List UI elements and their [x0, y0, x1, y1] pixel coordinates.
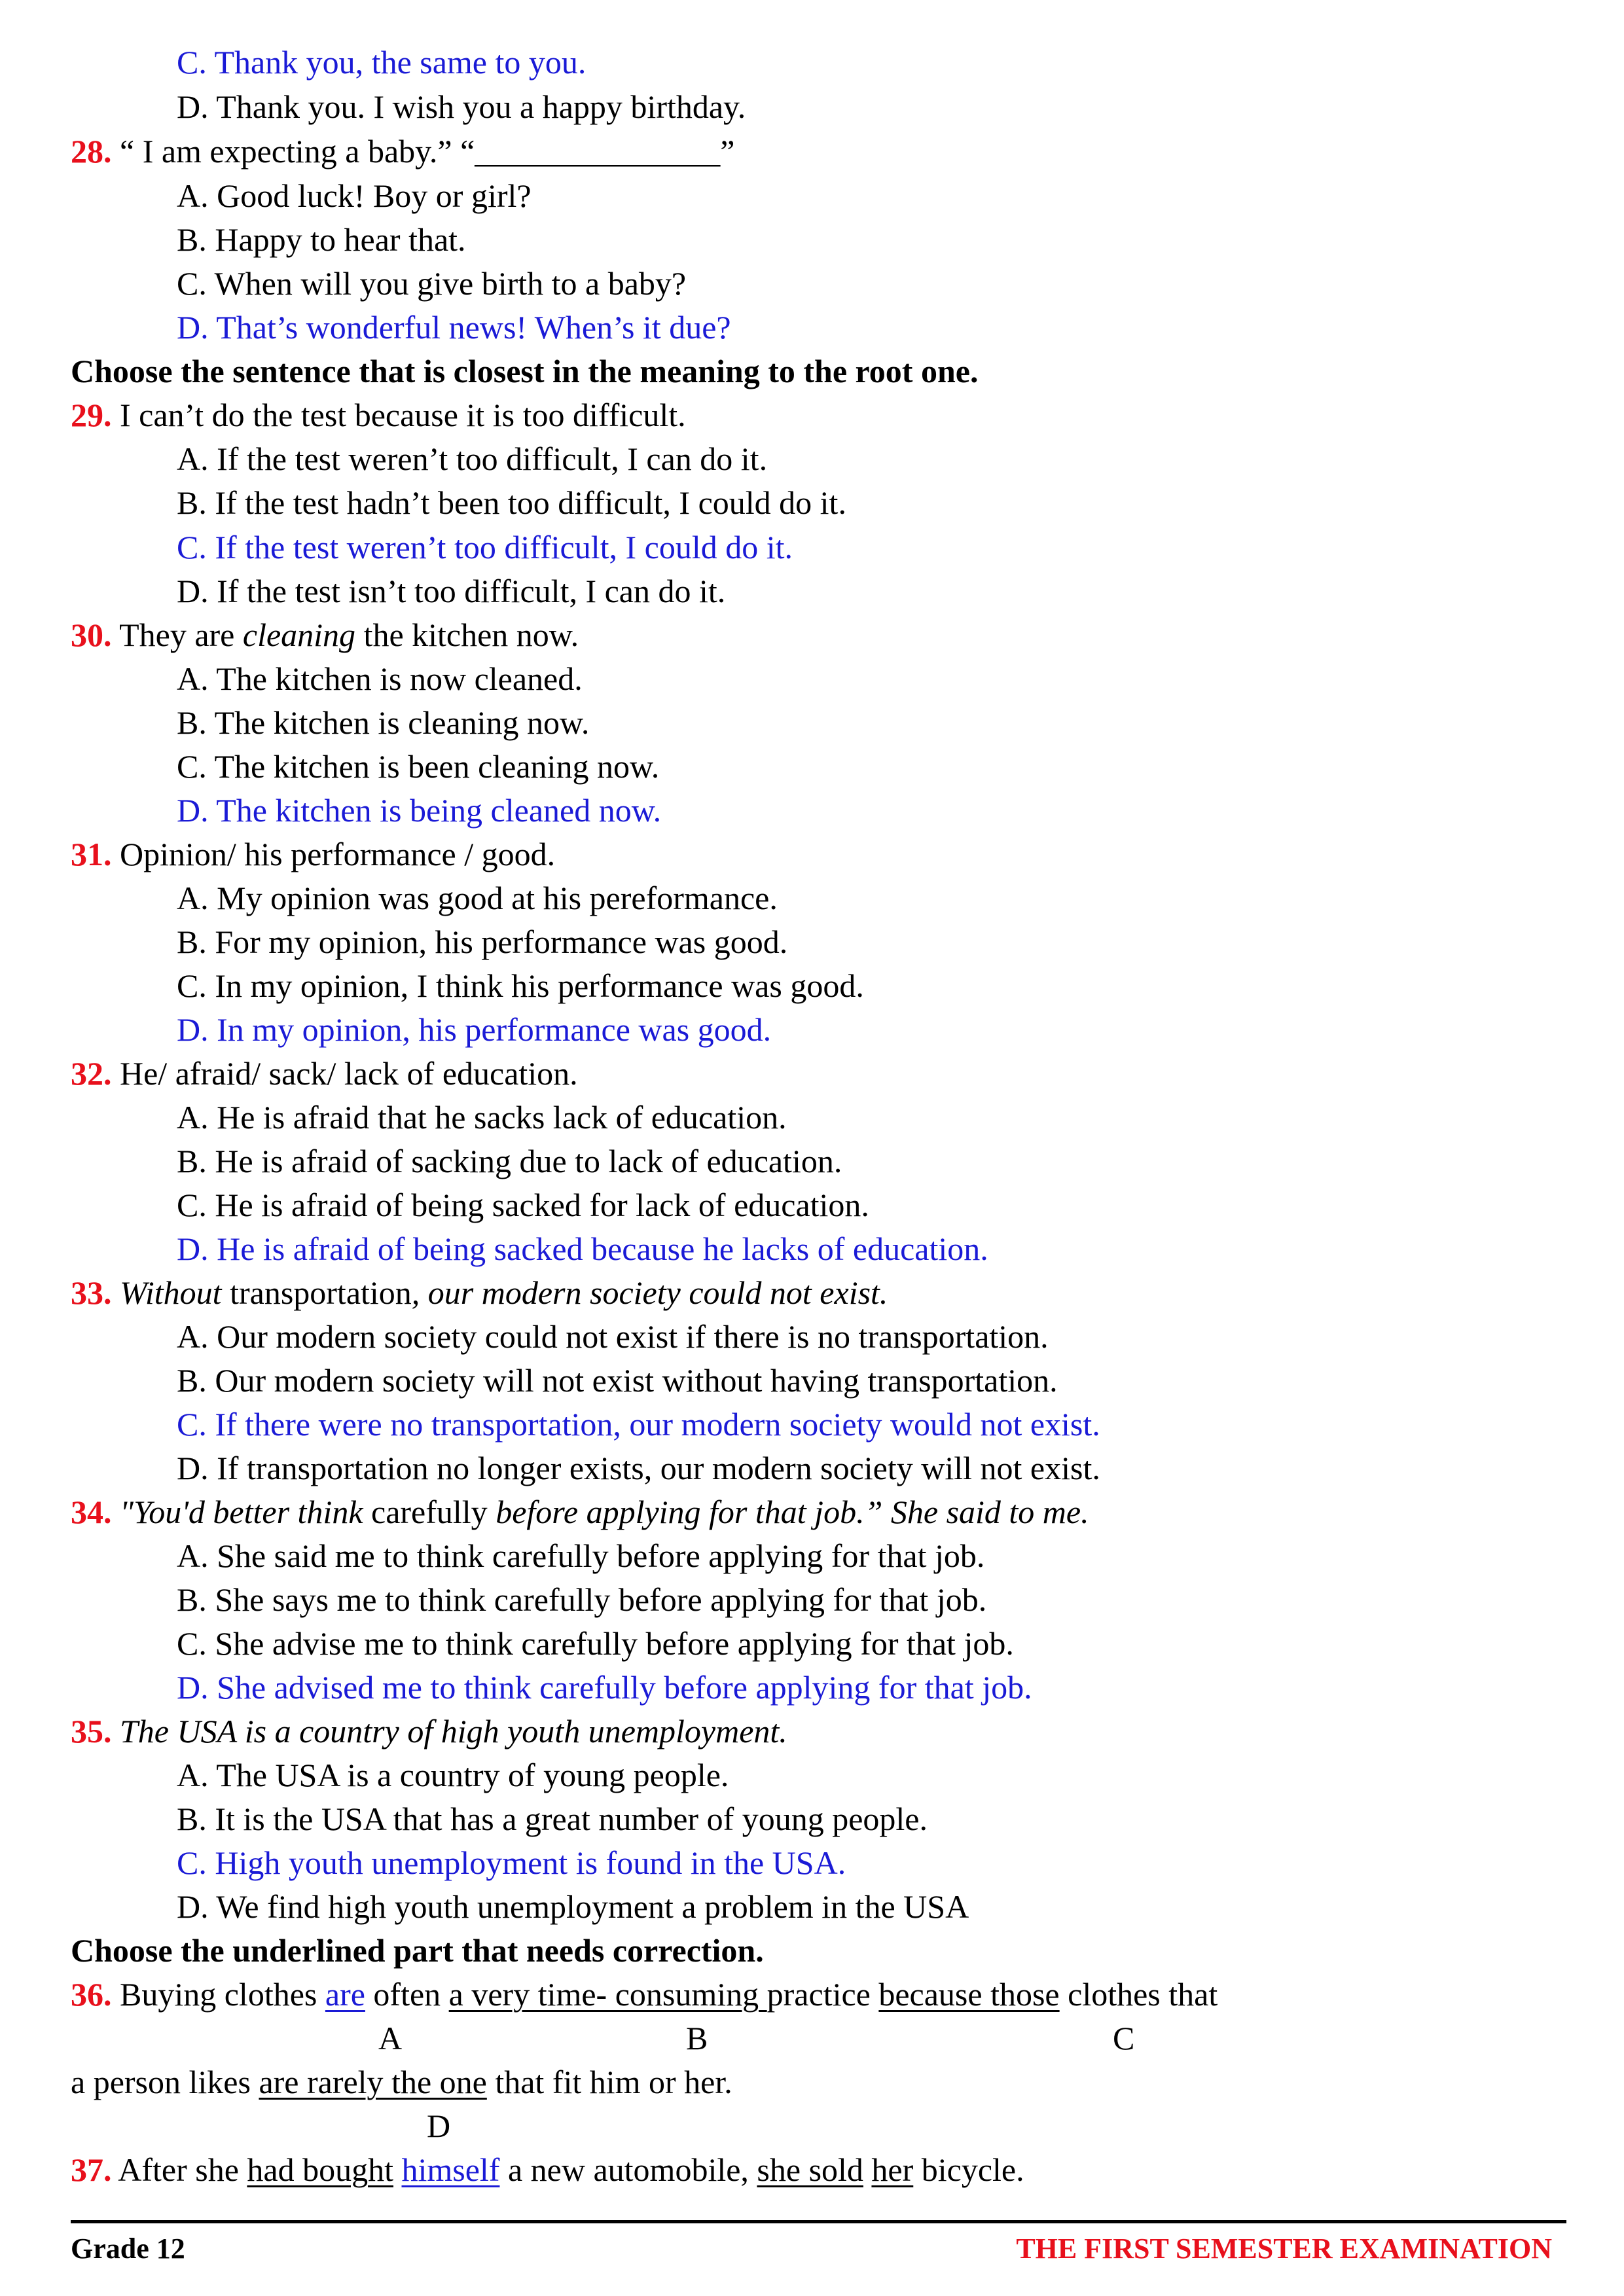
q34-text-mid: carefully	[363, 1494, 496, 1530]
q32-option-d: D. He is afraid of being sacked because he lacks of education.	[177, 1230, 988, 1267]
q29-option-c: C. If the test weren’t too difficult, I could do it.	[177, 529, 793, 565]
q34-option-d: D. She advised me to think carefully before applying for that job.	[177, 1669, 1032, 1706]
footer-divider	[71, 2220, 1566, 2223]
q36-line-2	[71, 2062, 732, 2102]
q36-underlined-c: because those	[878, 1976, 1060, 2013]
q33-option-d: D. If transportation no longer exists, our modern society will not exist.	[177, 1450, 1100, 1486]
q30-option-a: A. The kitchen is now cleaned.	[177, 660, 583, 697]
q33-text-mid: transportation	[221, 1274, 412, 1311]
q36-label-b: B	[686, 2020, 708, 2056]
q36-label-a: A	[378, 2020, 403, 2056]
q27-option-d: D. Thank you. I wish you a happy birthday.	[177, 88, 746, 125]
q37-underlined-a: had bought	[247, 2151, 393, 2188]
q30-stem	[71, 615, 579, 655]
q36-text-5: a person likes	[71, 2064, 259, 2100]
q37-underlined-b: himself	[401, 2151, 500, 2188]
q28-option-c: C. When will you give birth to a baby?	[177, 265, 687, 302]
q29-option-b: B. If the test hadn’t been too difficult, I could do it.	[177, 484, 846, 521]
footer-grade: Grade 12	[71, 2233, 185, 2265]
q34-stem	[71, 1492, 1089, 1532]
q34-text-italic-2: before applying for that job.” She said to me.	[496, 1494, 1089, 1530]
q28-option-b: B. Happy to hear that.	[177, 221, 466, 258]
q32-text: He/ afraid/ sack/ lack of education.	[111, 1055, 578, 1092]
q35-option-d: D. We find high youth unemployment a problem in the USA	[177, 1888, 969, 1925]
section-heading-correction: Choose the underlined part that needs correction.	[71, 1932, 764, 1969]
footer-exam-title: THE FIRST SEMESTER EXAMINATION	[1016, 2233, 1552, 2265]
q30-text-post: the kitchen now.	[355, 617, 579, 653]
q30-option-d: D. The kitchen is being cleaned now.	[177, 792, 662, 829]
q36-text-2: often	[365, 1976, 449, 2013]
q32-number: 32.	[71, 1055, 112, 1092]
q37-text-3: a new automobile,	[499, 2151, 757, 2188]
q33-option-c: C. If there were no transportation, our modern society would not exist.	[177, 1406, 1100, 1443]
q30-option-c: C. The kitchen is been cleaning now.	[177, 748, 660, 785]
q30-text-pre: They are	[111, 617, 243, 653]
q33-option-b: B. Our modern society will not exist without having transportation.	[177, 1362, 1058, 1399]
q30-text-italic: cleaning	[242, 617, 356, 653]
q31-option-d: D. In my opinion, his performance was good.	[177, 1011, 772, 1048]
q36-underlined-a: are	[325, 1976, 365, 2013]
q36-line-1	[71, 1975, 1218, 2014]
q34-option-a: A. She said me to think carefully before applying for that job.	[177, 1537, 985, 1574]
q36-text-4: clothes that	[1059, 1976, 1218, 2013]
q35-text-italic: The USA is a country of high youth unemployment.	[120, 1713, 787, 1749]
q28-number: 28.	[71, 133, 112, 170]
q32-option-a: A. He is afraid that he sacks lack of education.	[177, 1099, 787, 1136]
q37-underlined-c: she sold	[757, 2151, 863, 2188]
q34-text-italic-1: "You'd better think	[120, 1494, 363, 1530]
q28-option-a: A. Good luck! Boy or girl?	[177, 177, 532, 214]
q34-option-c: C. She advise me to think carefully before applying for that job.	[177, 1625, 1014, 1662]
q33-number: 33.	[71, 1274, 112, 1311]
q31-number: 31.	[71, 836, 112, 872]
q35-stem	[71, 1712, 787, 1751]
section-heading-meaning: Choose the sentence that is closest in the meaning to the root one.	[71, 353, 979, 389]
q36-text-6: that fit him or her.	[486, 2064, 732, 2100]
q33-option-a: A. Our modern society could not exist if there is no transportation.	[177, 1318, 1049, 1355]
q34-option-b: B. She says me to think carefully before applying for that job.	[177, 1581, 987, 1618]
q29-option-d: D. If the test isn’t too difficult, I can do it.	[177, 573, 726, 609]
q37-text-2	[393, 2151, 402, 2188]
q33-text-italic-2: , our modern society could not exist.	[411, 1274, 888, 1311]
q31-text: Opinion/ his performance / good.	[111, 836, 556, 872]
q28-text: “ I am expecting a baby.” “_______________”	[111, 133, 735, 170]
q31-option-b: B. For my opinion, his performance was good.	[177, 924, 788, 960]
q35-option-a: A. The USA is a country of young people.	[177, 1757, 729, 1793]
q32-option-c: C. He is afraid of being sacked for lack of education.	[177, 1187, 869, 1223]
q33-text-italic-1: Without	[120, 1274, 222, 1311]
q29-text: I can’t do the test because it is too difficult.	[111, 397, 686, 433]
q35-option-b: B. It is the USA that has a great number of young people.	[177, 1801, 928, 1837]
q33-stem	[71, 1273, 888, 1312]
q35-option-c: C. High youth unemployment is found in the USA.	[177, 1844, 846, 1881]
q36-text-1: Buying clothes	[111, 1976, 325, 2013]
q37-text-4	[863, 2151, 872, 2188]
q34-number: 34.	[71, 1494, 112, 1530]
q28-option-d: D. That’s wonderful news! When’s it due?	[177, 309, 731, 346]
q31-stem	[71, 834, 555, 874]
q27-option-c: C. Thank you, the same to you.	[177, 44, 586, 81]
q29-option-a: A. If the test weren’t too difficult, I can do it.	[177, 440, 768, 477]
q36-label-d: D	[427, 2108, 451, 2144]
q37-text-1: After she	[111, 2151, 247, 2188]
q30-number: 30.	[71, 617, 112, 653]
q36-text-3: practice	[767, 1976, 879, 2013]
q36-underlined-b: a very time- consuming	[448, 1976, 767, 2013]
q36-underlined-d: are rarely the one	[259, 2064, 487, 2100]
q30-option-b: B. The kitchen is cleaning now.	[177, 704, 590, 741]
q36-number: 36.	[71, 1976, 112, 2013]
q32-stem	[71, 1054, 578, 1093]
q35-number: 35.	[71, 1713, 112, 1749]
q28-stem	[71, 132, 735, 171]
q31-option-c: C. In my opinion, I think his performance was good.	[177, 967, 864, 1004]
q37-underlined-d: her	[871, 2151, 914, 2188]
q37-number: 37.	[71, 2151, 112, 2188]
q32-option-b: B. He is afraid of sacking due to lack of education.	[177, 1143, 842, 1179]
q31-option-a: A. My opinion was good at his pereformance.	[177, 880, 778, 916]
q37-stem	[71, 2150, 1024, 2189]
q36-label-c: C	[1113, 2020, 1135, 2056]
q29-stem	[71, 395, 686, 435]
q37-text-5: bicycle.	[913, 2151, 1024, 2188]
q29-number: 29.	[71, 397, 112, 433]
